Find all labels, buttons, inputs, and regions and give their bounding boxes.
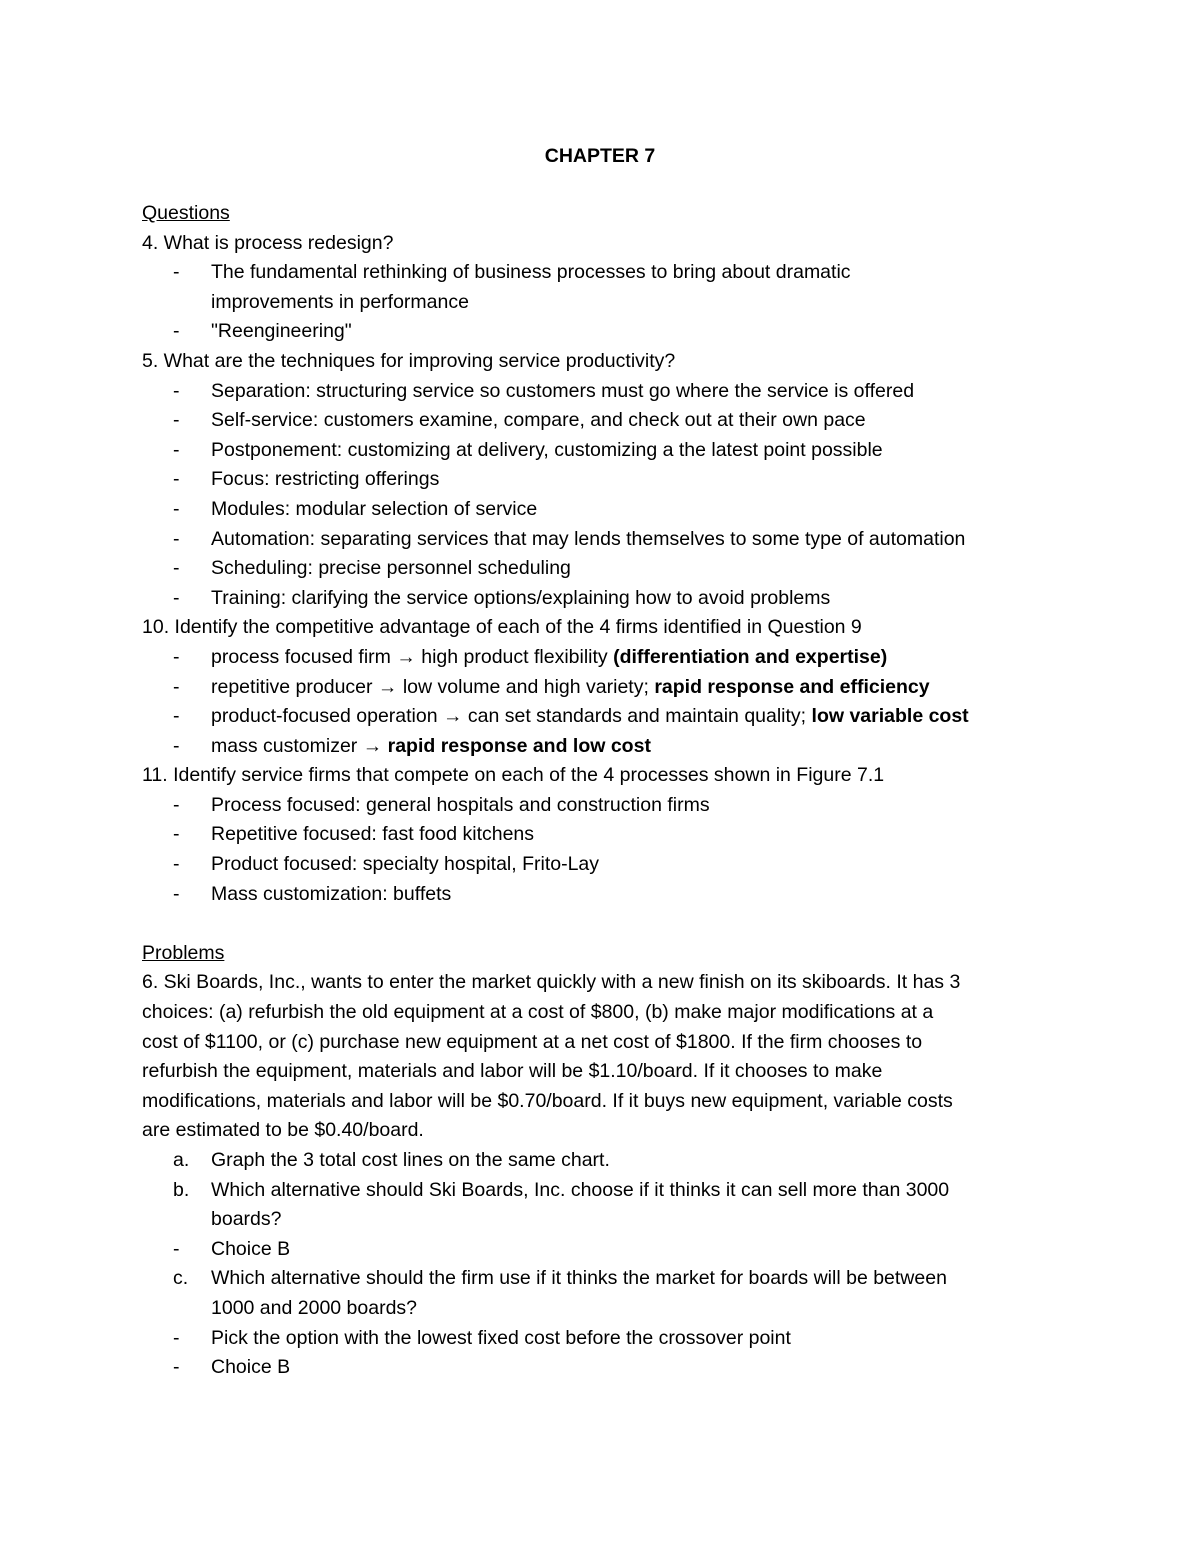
dash-marker: -: [173, 882, 180, 905]
problem-6-line: cost of $1100, or (c) purchase new equipment at a net cost of $1800. If the firm chooses to: [142, 1030, 923, 1053]
problem-6-line: refurbish the equipment, materials and labor will be $1.10/board. If it chooses to make: [142, 1060, 883, 1083]
problem-6-line: 6. Ski Boards, Inc., wants to enter the market quickly with a new finish on its skiboards. It has 3: [142, 971, 961, 994]
list-item: - Postponement: customizing at delivery, customizing a the latest point possible: [142, 436, 1062, 466]
question-11: 11. Identify service firms that compete on each of the 4 processes shown in Figure 7.1: [142, 764, 885, 787]
dash-marker: -: [173, 853, 180, 876]
dash-marker: -: [173, 261, 180, 284]
list-item: - Process focused: general hospitals and construction firms: [142, 791, 1062, 821]
dash-marker: -: [173, 705, 180, 728]
problem-6-line: modifications, materials and labor will be $0.70/board. If it buys new equipment, variable costs: [142, 1089, 953, 1112]
dash-marker: -: [173, 793, 180, 816]
bold-emphasis: low variable cost: [811, 705, 969, 728]
problem-6-line: choices: (a) refurbish the old equipment at a cost of $800, (b) make major modifications at a: [142, 1001, 934, 1024]
dash-marker: -: [173, 1326, 180, 1349]
dash-marker: -: [173, 675, 180, 698]
list-item: - Automation: separating services that may lends themselves to some type of automation: [142, 525, 1062, 555]
list-item: - Self-service: customers examine, compare, and check out at their own pace: [142, 406, 1062, 436]
letter-marker: a.: [173, 1149, 190, 1171]
list-item: - Focus: restricting offerings: [142, 465, 1062, 495]
list-item: - process focused firm → high product flexibility (differentiation and expertise): [142, 643, 1062, 673]
dash-marker: -: [173, 1237, 180, 1260]
sub-question-c-continuation: 1000 and 2000 boards?: [211, 1296, 418, 1319]
questions-heading: Questions: [142, 202, 230, 224]
list-item: - repetitive producer → low volume and high variety; rapid response and efficiency: [142, 673, 1062, 703]
list-item: - product-focused operation → can set standards and maintain quality; low variable cost: [142, 702, 1062, 732]
dash-marker: -: [173, 557, 180, 580]
dash-marker: -: [173, 379, 180, 402]
sub-question-b-continuation: boards?: [211, 1208, 282, 1231]
dash-marker: -: [173, 438, 180, 461]
list-item: - Scheduling: precise personnel scheduling: [142, 554, 1062, 584]
dash-marker: -: [173, 645, 180, 668]
bold-emphasis: rapid response and low cost: [387, 734, 651, 757]
question-4: 4. What is process redesign?: [142, 231, 394, 254]
spacer: [142, 909, 1062, 939]
list-item-continuation: improvements in performance: [211, 290, 469, 313]
dash-marker: -: [173, 1356, 180, 1379]
question-5: 5. What are the techniques for improving service productivity?: [142, 349, 676, 372]
list-item: - Mass customization: buffets: [142, 880, 1062, 910]
dash-marker: -: [173, 320, 180, 343]
chapter-title: CHAPTER 7: [544, 145, 656, 167]
dash-marker: -: [173, 734, 180, 757]
question-10: 10. Identify the competitive advantage of each of the 4 firms identified in Question 9: [142, 616, 862, 639]
list-item: - Modules: modular selection of service: [142, 495, 1062, 525]
dash-marker: -: [173, 527, 180, 550]
bold-emphasis: (differentiation and expertise): [613, 645, 888, 668]
list-item: - Repetitive focused: fast food kitchens: [142, 820, 1062, 850]
list-item: - Training: clarifying the service options/explaining how to avoid problems: [142, 584, 1062, 614]
letter-marker: c.: [173, 1267, 189, 1290]
sub-question-b: b. Which alternative should Ski Boards, Inc. choose if it thinks it can sell more than 3000: [142, 1176, 1062, 1206]
list-item: - Choice B: [142, 1235, 1062, 1265]
dash-marker: -: [173, 586, 180, 609]
dash-marker: -: [173, 823, 180, 846]
list-item: - Product focused: specialty hospital, Frito-Lay: [142, 850, 1062, 880]
list-item: - Pick the option with the lowest fixed cost before the crossover point: [142, 1324, 1062, 1354]
dash-marker: -: [173, 409, 180, 432]
sub-question-c: c. Which alternative should the firm use if it thinks the market for boards will be between: [142, 1264, 1062, 1294]
list-item: - Choice B: [142, 1353, 1062, 1383]
document-body: [142, 199, 1062, 1383]
dash-marker: -: [173, 497, 180, 520]
problem-6-line: are estimated to be $0.40/board.: [142, 1119, 424, 1142]
list-item: - Separation: structuring service so customers must go where the service is offered: [142, 377, 1062, 407]
dash-marker: -: [173, 468, 180, 491]
list-item: - The fundamental rethinking of business processes to bring about dramatic: [142, 258, 1062, 288]
sub-question-a: a. Graph the 3 total cost lines on the same chart.: [142, 1146, 1062, 1176]
list-item: - mass customizer → rapid response and low cost: [142, 732, 1062, 762]
bold-emphasis: rapid response and efficiency: [654, 675, 930, 698]
problems-heading: Problems: [142, 941, 225, 964]
list-item: - "Reengineering": [142, 317, 1062, 347]
letter-marker: b.: [173, 1178, 190, 1201]
